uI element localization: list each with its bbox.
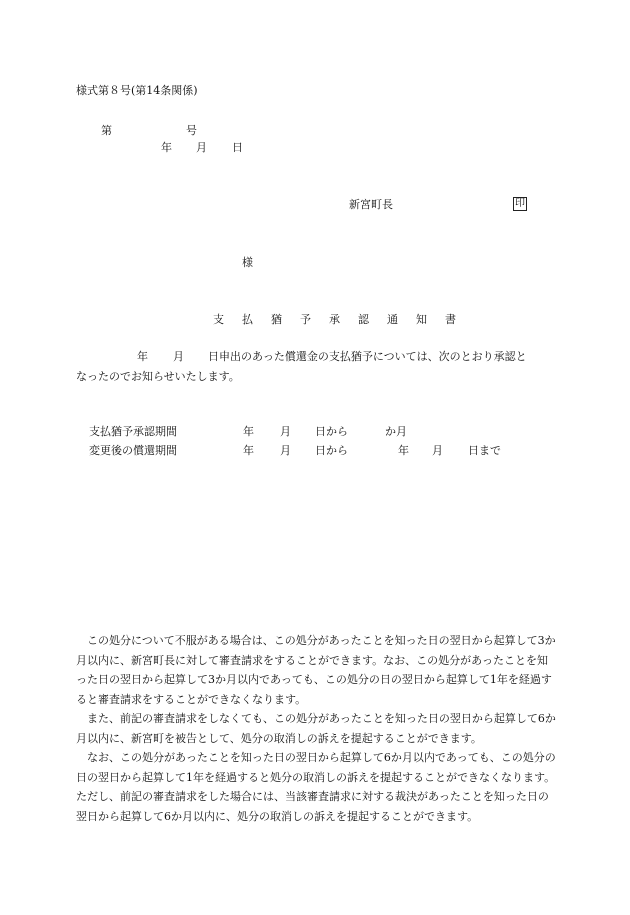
detail-year: 年	[243, 425, 254, 438]
detail-from: 日から	[315, 444, 348, 457]
title-char: 書	[445, 313, 456, 326]
notice-paragraph: また、前記の審査請求をしなくても、この処分があったことを知った日の翌日から起算して6か月以内に、新宮町を被告として、処分の取消しの訴えを提起することができます。	[76, 712, 556, 745]
title-char: 通	[387, 313, 398, 326]
document-title	[213, 313, 456, 327]
title-char: 知	[416, 313, 427, 326]
addressee-suffix: 様	[242, 256, 253, 269]
detail-month: 月	[280, 425, 291, 438]
detail-until: 日まで	[468, 444, 501, 457]
title-char: 払	[242, 313, 253, 326]
title-char: 予	[300, 313, 311, 326]
intro-line1: 日申出のあった償還金の支払猶予については、次のとおり承認と	[208, 350, 527, 363]
title-char: 承	[329, 313, 340, 326]
detail-from: 日から	[315, 425, 348, 438]
date-year: 年	[161, 141, 172, 154]
doc-number-prefix: 第	[101, 124, 112, 137]
seal-mark: 印	[515, 198, 525, 209]
notice-paragraph: なお、この処分があったことを知った日の翌日から起算して6か月以内であっても、この処分の日の翌日から起算して1年を経過すると処分の取消しの訴えを提起することができなくなります。ただし、前記の審査請求をした場合には、当該審査請求に対する裁決があったことを知った日の翌日から起算して6か月以内に、処分の取消しの訴えを提起することができます。	[76, 751, 556, 823]
date-day: 日	[232, 141, 243, 154]
form-number: 様式第８号(第14条関係)	[76, 84, 198, 97]
issuer-name: 新宮町長	[349, 198, 393, 211]
detail-month: 月	[280, 444, 291, 457]
doc-number-suffix: 号	[186, 124, 197, 137]
detail-year: 年	[243, 444, 254, 457]
detail-label-repayment: 変更後の償還期間	[89, 444, 177, 457]
detail-month-end: 月	[432, 444, 443, 457]
title-char: 猶	[271, 313, 282, 326]
intro-line2: なったのでお知らせいたします。	[76, 370, 240, 383]
title-char: 認	[358, 313, 369, 326]
intro-year: 年	[137, 350, 148, 363]
title-char: 支	[213, 313, 224, 326]
notice-paragraph: この処分について不服がある場合は、この処分があったことを知った日の翌日から起算して3か月以内に、新宮町長に対して審査請求をすることができます。なお、この処分があったことを知った日の翌日から起算して3か月以内であっても、この処分の日の翌日から起算して1年を経過すると審査請求をすることができなくなります。	[76, 634, 556, 706]
detail-label-suspension: 支払猶予承認期間	[89, 425, 177, 438]
detail-duration: か月	[385, 425, 407, 438]
intro-month: 月	[173, 350, 184, 363]
detail-year-end: 年	[398, 444, 409, 457]
date-month: 月	[196, 141, 207, 154]
